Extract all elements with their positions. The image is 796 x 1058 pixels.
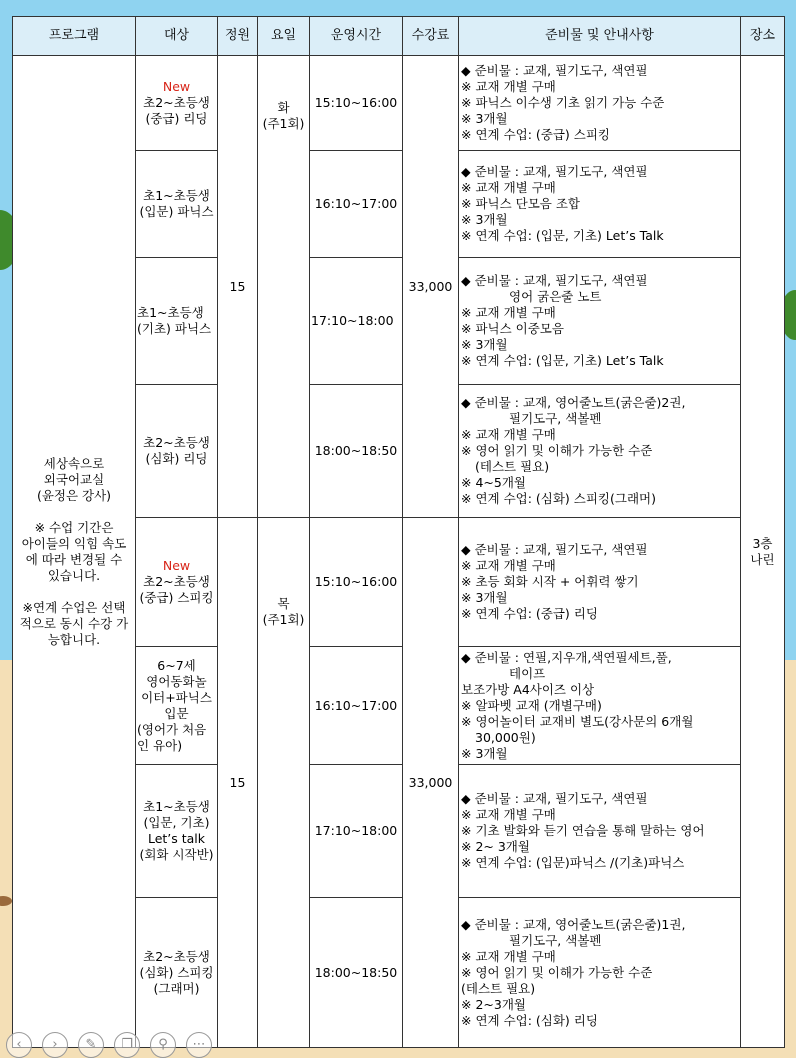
info-line: ◆ 준비물 : 교재, 필기도구, 색연필 xyxy=(461,791,648,806)
day-text: 화 xyxy=(277,100,290,115)
header-fee: 수강료 xyxy=(403,17,459,56)
time-cell: 15:10~16:00 xyxy=(310,56,403,151)
info-line: ※ 영어 읽기 및 이해가 가능한 수준 xyxy=(461,964,653,980)
header-day: 요일 xyxy=(258,17,310,56)
program-note: 있습니다. xyxy=(47,567,101,583)
day-text: 목 xyxy=(277,596,290,611)
new-badge: New xyxy=(162,558,191,573)
time-cell: 16:10~17:00 xyxy=(310,647,403,765)
target-text: 초2~초등생 xyxy=(143,435,210,450)
header-time: 운영시간 xyxy=(310,17,403,56)
info-cell xyxy=(459,765,741,898)
info-line: ◆ 준비물 : 교재, 영어줄노트(굵은줄)2권, xyxy=(461,395,686,410)
info-line: ※ 3개월 xyxy=(461,337,508,352)
copy-icon[interactable]: ❐ xyxy=(114,1032,140,1058)
target-text: (영어가 처음 xyxy=(137,721,207,737)
info-line: ※ 교재 개별 구매 xyxy=(461,180,556,195)
info-line: ※ 2~ 3개월 xyxy=(461,839,530,854)
table-row xyxy=(13,56,785,151)
info-line: ◆ 준비물 : 교재, 필기도구, 색연필 xyxy=(461,63,648,78)
info-line: 테이프 xyxy=(509,665,546,681)
target-text: 이터+파닉스 xyxy=(141,689,212,705)
program-teacher: (윤정은 강사) xyxy=(36,487,112,503)
header-row xyxy=(13,17,785,56)
info-line: ◆ 준비물 : 연필,지우개,색연필세트,풀, xyxy=(461,649,672,665)
target-cell xyxy=(136,647,218,765)
info-line: (테스트 필요) xyxy=(475,459,550,474)
program-name: 세상속으로 xyxy=(43,455,105,471)
more-icon[interactable]: ⋯ xyxy=(186,1032,212,1058)
target-text: (그래머) xyxy=(153,980,200,996)
info-line: ※ 교재 개별 구매 xyxy=(461,427,556,442)
time-cell: 18:00~18:50 xyxy=(310,385,403,518)
target-text: 초1~초등생 xyxy=(143,799,210,814)
target-cell xyxy=(136,56,218,151)
forward-icon[interactable]: › xyxy=(42,1032,68,1058)
target-text: (입문) 파닉스 xyxy=(139,204,214,219)
time-cell: 17:10~18:00 xyxy=(310,258,403,385)
info-line: ◆ 준비물 : 교재, 필기도구, 색연필 xyxy=(461,273,648,288)
time-cell: 15:10~16:00 xyxy=(310,518,403,647)
header-capacity: 정원 xyxy=(218,17,258,56)
target-cell xyxy=(136,151,218,258)
program-note: ※연계 수업은 선택 xyxy=(22,599,126,615)
info-line: ※ 연계 수업: (중급) 리딩 xyxy=(461,606,598,621)
target-text: (기초) 파닉스 xyxy=(137,321,212,336)
location-cell xyxy=(741,56,785,1048)
info-line: ※ 연계 수업: (심화) 리딩 xyxy=(461,1012,598,1028)
info-cell xyxy=(459,898,741,1048)
time-cell: 16:10~17:00 xyxy=(310,151,403,258)
info-line: ※ 3개월 xyxy=(461,745,508,761)
day-text: (주1회) xyxy=(262,612,305,627)
info-line: ◆ 준비물 : 교재, 필기도구, 색연필 xyxy=(461,542,648,557)
target-text: 영어동화놀 xyxy=(146,673,207,689)
info-line: ※ 3개월 xyxy=(461,212,508,227)
time-cell: 18:00~18:50 xyxy=(310,898,403,1048)
info-line: 30,000원) xyxy=(475,729,536,745)
target-text: 인 유아) xyxy=(137,737,183,753)
search-icon[interactable]: ⚲ xyxy=(150,1032,176,1058)
header-info: 준비물 및 안내사항 xyxy=(459,17,741,56)
info-cell xyxy=(459,151,741,258)
info-line: ※ 파닉스 단모음 조합 xyxy=(461,196,580,211)
info-line: 필기도구, 색볼펜 xyxy=(509,411,602,426)
info-line: ※ 연계 수업: (중급) 스피킹 xyxy=(461,127,611,142)
program-note: 에 따라 변경될 수 xyxy=(25,551,123,567)
target-cell xyxy=(136,765,218,898)
target-text: 초2~초등생 xyxy=(143,574,210,589)
header-program: 프로그램 xyxy=(13,17,136,56)
info-line: ◆ 준비물 : 교재, 영어줄노트(굵은줄)1권, xyxy=(461,916,686,932)
info-line: ※ 연계 수업: (입문, 기초) Let’s Talk xyxy=(461,353,664,368)
day-cell xyxy=(258,56,310,518)
target-text: 초2~초등생 xyxy=(143,95,210,110)
info-cell xyxy=(459,518,741,647)
info-line: 필기도구, 색볼펜 xyxy=(509,932,602,948)
target-cell xyxy=(136,258,218,385)
info-line: ※ 교재 개별 구매 xyxy=(461,79,556,94)
info-line: ※ 초등 회화 시작 + 어휘력 쌓기 xyxy=(461,574,639,589)
info-line: ※ 연계 수업: (심화) 스피킹(그래머) xyxy=(461,491,656,506)
program-note: 능합니다. xyxy=(47,631,101,647)
time-cell: 17:10~18:00 xyxy=(310,765,403,898)
target-text: (중급) 리딩 xyxy=(145,111,208,126)
info-line: ◆ 준비물 : 교재, 필기도구, 색연필 xyxy=(461,164,648,179)
info-line: ※ 3개월 xyxy=(461,111,508,126)
info-line: ※ 교재 개별 구매 xyxy=(461,305,556,320)
info-cell xyxy=(459,56,741,151)
target-text: 초1~초등생 xyxy=(137,305,204,320)
target-text: (회화 시작반) xyxy=(139,847,214,862)
info-line: ※ 파닉스 이중모음 xyxy=(461,321,564,336)
program-note: 적으로 동시 수강 가 xyxy=(19,615,129,631)
header-location: 장소 xyxy=(741,17,785,56)
schedule-table xyxy=(12,16,785,1048)
target-text: (심화) 리딩 xyxy=(145,451,208,466)
new-badge: New xyxy=(162,79,191,94)
target-text: 입문 xyxy=(164,705,189,721)
back-icon[interactable]: ‹ xyxy=(6,1032,32,1058)
pen-icon[interactable]: ✎ xyxy=(78,1032,104,1058)
program-note: ※ 수업 기간은 xyxy=(34,519,114,535)
location-text: 나린 xyxy=(750,551,775,567)
info-line: ※ 2~3개월 xyxy=(461,996,526,1012)
target-text: (심화) 스피킹 xyxy=(139,964,214,980)
info-line: ※ 영어놀이터 교재비 별도(강사문의 6개월 xyxy=(461,713,694,729)
info-line: ※ 연계 수업: (입문)파닉스 /(기초)파닉스 xyxy=(461,855,685,870)
info-line: ※ 3개월 xyxy=(461,590,508,605)
info-line: ※ 기초 발화와 듣기 연습을 통해 말하는 영어 xyxy=(461,823,705,838)
program-name: 외국어교실 xyxy=(43,471,105,487)
day-text: (주1회) xyxy=(262,116,305,131)
info-line: ※ 파닉스 이수생 기초 읽기 가능 수준 xyxy=(461,95,665,110)
info-line: ※ 교재 개별 구매 xyxy=(461,948,556,964)
info-line: ※ 영어 읽기 및 이해가 가능한 수준 xyxy=(461,443,653,458)
target-cell xyxy=(136,385,218,518)
info-line: 보조가방 A4사이즈 이상 xyxy=(461,681,595,697)
target-text: 초1~초등생 xyxy=(143,188,210,203)
capacity-cell: 15 xyxy=(218,518,258,1048)
capacity-cell: 15 xyxy=(218,56,258,518)
target-text: 초2~초등생 xyxy=(143,948,210,964)
target-text: 6~7세 xyxy=(157,657,196,673)
fee-cell: 33,000 xyxy=(403,518,459,1048)
target-text: Let’s talk xyxy=(147,831,206,846)
info-cell xyxy=(459,258,741,385)
info-cell xyxy=(459,385,741,518)
info-line: ※ 교재 개별 구매 xyxy=(461,558,556,573)
info-line: ※ 4~5개월 xyxy=(461,475,526,490)
fee-cell: 33,000 xyxy=(403,56,459,518)
info-line: (테스트 필요) xyxy=(461,980,536,996)
target-text: (입문, 기초) xyxy=(143,815,210,830)
program-note: 아이들의 익힘 속도 xyxy=(21,535,127,551)
target-text: (중급) 스피킹 xyxy=(139,590,214,605)
target-cell xyxy=(136,518,218,647)
day-cell xyxy=(258,518,310,1048)
program-cell xyxy=(13,56,136,1048)
location-text: 3층 xyxy=(752,535,773,551)
header-target: 대상 xyxy=(136,17,218,56)
info-line: ※ 교재 개별 구매 xyxy=(461,807,556,822)
info-line: ※ 알파벳 교재 (개별구매) xyxy=(461,697,602,713)
target-cell xyxy=(136,898,218,1048)
viewer-toolbar xyxy=(2,1030,232,1058)
info-line: 영어 굵은줄 노트 xyxy=(509,289,602,304)
info-line: ※ 연계 수업: (입문, 기초) Let’s Talk xyxy=(461,228,664,243)
info-cell xyxy=(459,647,741,765)
